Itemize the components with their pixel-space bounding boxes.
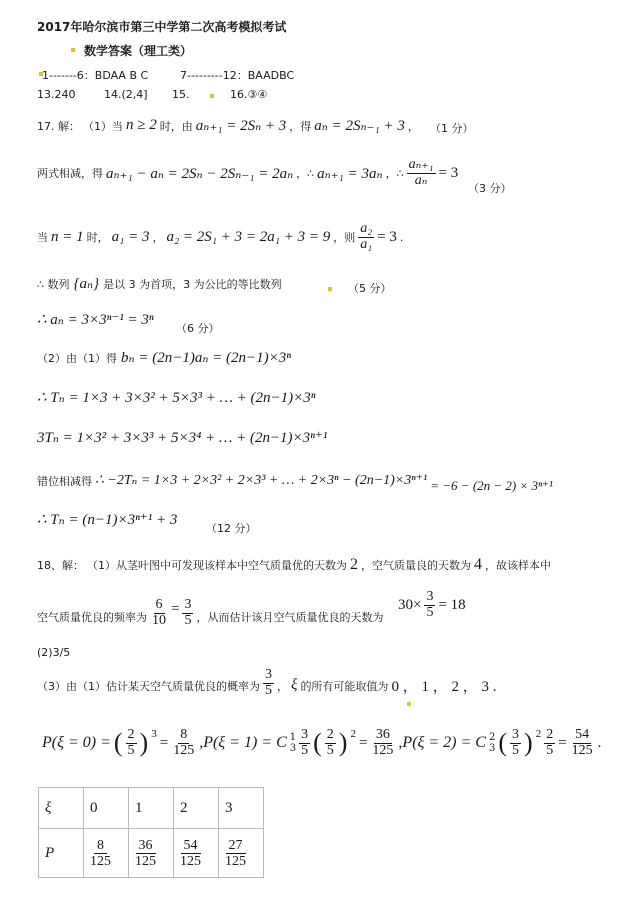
q17-line-5: ∴ aₙ = 3×3ⁿ⁻¹ = 3ⁿ xyxy=(37,312,154,328)
answers-1-6: 1-------6：BDAA B C xyxy=(42,69,149,82)
marker-dot xyxy=(210,94,214,98)
score-6: （6 分） xyxy=(176,322,220,335)
answer-13: 13.240 xyxy=(37,88,76,101)
q18-label: 18、解： xyxy=(37,559,84,572)
q17-line-7: ∴ Tₙ = 1×3 + 3×3² + 5×3³ + … + (2n−1)×3ⁿ xyxy=(37,390,316,406)
fraction: $\frac{3}{5}$ xyxy=(265,667,272,698)
answer-14: 14.(2,4] xyxy=(104,88,148,101)
q17-line-9: 错位相减得 ∴ −2Tₙ = 1×3 + 2×3² + 2×3³ + … + 2×3ⁿ − (2n−1)×3ⁿ⁺¹ = −6 − (2n − 2) × 3ⁿ⁺¹ xyxy=(37,473,553,493)
q18-line-5: P(ξ = 0) = ( $\frac{2}{5}$ ) $^3$ = $\frac{8}{125}$ ,P(ξ = 1) = C 1 3 $\frac{3}{5}$ ( $\frac{2}{5}$ ) $^2$ = $\frac{36}{125}$ ,P(ξ = 2) = C 2 3 ( $\frac{3}{5}$ ) $^2$ $\frac{2}{5}$ = $\frac{54}{125}$ . xyxy=(42,727,602,758)
q18-line-4: （3）由（1）估计某天空气质量优良的概率为 $\frac{3}{5}$ ， ξ 的所有可能取值为 0 ， 1 ， 2 ， 3 . xyxy=(37,667,497,698)
doc-subtitle: 数学答案（理工类） xyxy=(84,44,193,58)
table-cell: $\frac{54}{125}$ xyxy=(174,829,219,878)
q18-line-1: 18、解： （1）从茎叶图中可发现该样本中空气质量优的天数为 2 ，空气质量良的天数为 4 ，故该样本中 xyxy=(37,556,551,573)
marker-dot xyxy=(328,287,332,291)
answer-16: 16.③④ xyxy=(230,88,268,101)
score-1: （1 分） xyxy=(430,122,474,135)
fraction: $\frac{3}{5}$ xyxy=(184,597,192,628)
fraction: $\frac{\text{a₂}}{\text{a₁}}$ xyxy=(360,221,373,252)
q18-line-3: (2)3/5 xyxy=(37,646,71,659)
table-row xyxy=(39,788,264,829)
fraction: $\frac{2}{5}$ xyxy=(326,727,334,758)
table-cell: $\frac{27}{125}$ xyxy=(219,829,264,878)
table-cell: $\frac{36}{125}$ xyxy=(129,829,174,878)
table-row xyxy=(39,829,264,878)
table-cell: 1 xyxy=(129,788,174,829)
q17-line-2: 两式相减，得 aₙ₊₁ − aₙ = 2Sₙ − 2Sₙ₋₁ = 2aₙ ，∴ aₙ₊₁ = 3aₙ ，∴ $\frac{\text{aₙ₊₁}}{\text{aₙ}}$ = 3 xyxy=(37,157,459,188)
q17-label: 17. 解： xyxy=(37,119,80,133)
q18-line-2: 空气质量优良的频率为 $\frac{6}{10}$ = $\frac{3}{5}$ ，从而估计该月空气质量优良的天数为 xyxy=(37,597,384,628)
distribution-table xyxy=(38,787,264,878)
table-cell: $\frac{8}{125}$ xyxy=(84,829,129,878)
table-cell: P xyxy=(39,829,84,878)
fraction: $\frac{2}{5}$ xyxy=(546,727,554,758)
fraction: $\frac{3}{5}$ xyxy=(512,727,520,758)
marker-dot xyxy=(407,702,411,706)
fraction: $\frac{8}{125}$ xyxy=(173,727,195,758)
score-12: （12 分） xyxy=(206,522,257,535)
q17-line-10: ∴ Tₙ = (n−1)×3ⁿ⁺¹ + 3 xyxy=(37,512,178,528)
table-cell: ξ xyxy=(39,788,84,829)
fraction: $\frac{2}{5}$ xyxy=(127,727,135,758)
doc-title: 2017年哈尔滨市第三中学第二次高考模拟考试 xyxy=(37,20,287,34)
score-5: （5 分） xyxy=(348,282,392,295)
q17-line-4: ∴ 数列 {aₙ} 是以 3 为首项，3 为公比的等比数列 xyxy=(37,276,282,292)
fraction: $\frac{3}{5}$ xyxy=(301,727,309,758)
table-cell: 2 xyxy=(174,788,219,829)
answers-7-12: 7---------12：BAADBC xyxy=(180,69,295,82)
answer-15: 15. xyxy=(172,88,190,101)
q17-line-6: （2）由（1）得 bₙ = (2n−1)aₙ = (2n−1)×3ⁿ xyxy=(37,350,291,366)
q18-days-estimate: 30× $\frac{3}{5}$ = 18 xyxy=(398,589,466,620)
table-cell: 3 xyxy=(219,788,264,829)
q17-line-8: 3Tₙ = 1×3² + 3×3³ + 5×3⁴ + … + (2n−1)×3ⁿ⁺¹ xyxy=(37,430,328,446)
fraction: $\frac{36}{125}$ xyxy=(372,727,394,758)
q17-line-3: 当 n = 1 时， a₁ = 3 ， a₂ = 2S₁ + 3 = 2a₁ + 3 = 9 ，则 $\frac{\text{a₂}}{\text{a₁}}$ = 3 . xyxy=(37,221,404,252)
fraction: $\frac{3}{5}$ xyxy=(426,589,434,620)
fraction: $\frac{54}{125}$ xyxy=(571,727,593,758)
table-cell: 0 xyxy=(84,788,129,829)
q17-line-1: 17. 解： （1）当 n ≥ 2 时，由 aₙ₊₁ = 2Sₙ + 3 ，得 aₙ = 2Sₙ₋₁ + 3 ， xyxy=(37,117,419,134)
fraction: $\frac{6}{10}$ xyxy=(152,597,166,628)
fraction: $\frac{\text{aₙ₊₁}}{\text{aₙ}}$ xyxy=(408,157,434,188)
marker-dot xyxy=(71,48,75,52)
score-3: （3 分） xyxy=(468,182,512,195)
